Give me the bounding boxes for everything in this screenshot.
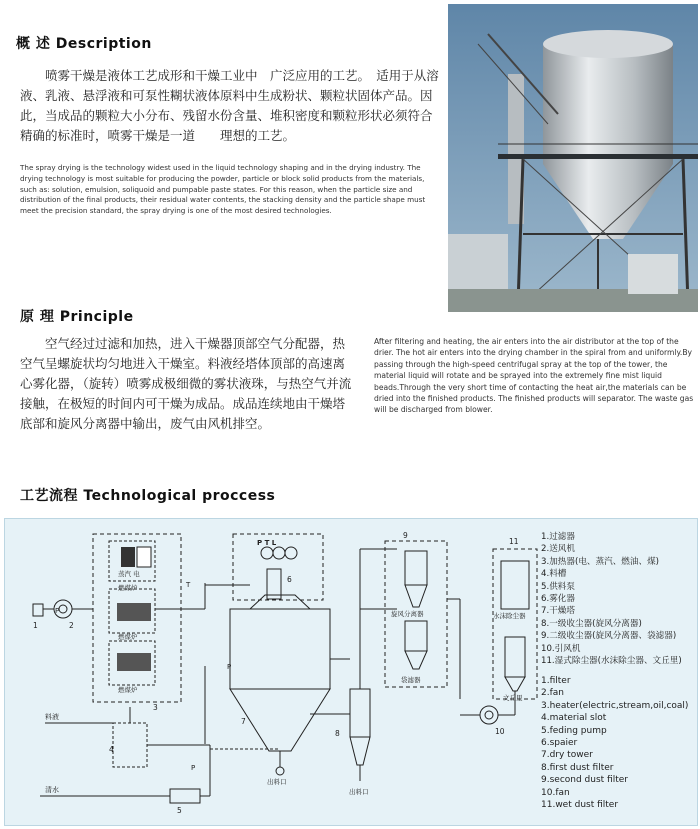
legend-en-item: 8.first dust filter <box>541 762 614 773</box>
legend-cn-item: 9.二级收尘器(旋风分离器、袋滤器) <box>541 631 677 642</box>
legend-cn-item: 6.雾化器 <box>541 594 575 605</box>
legend-cn-item: 10.引风机 <box>541 643 581 654</box>
label-wet-collector: 水沫除尘器 <box>493 612 526 620</box>
legend-en-item: 1.filter <box>541 676 571 686</box>
legend-cn-item: 5.供料泵 <box>541 581 575 592</box>
num-7: 7 <box>241 717 246 726</box>
description-title: 概 述 Description <box>16 36 152 52</box>
num-3: 3 <box>153 703 158 712</box>
label-p1: P <box>227 663 232 671</box>
label-fuel-stove: 燃煤炉 <box>118 584 138 592</box>
description-cn-text: 喷雾干燥是液体工艺成形和干燥工业中 广泛应用的工艺。 适用于从溶液、乳液、悬浮液和可泵性糊状液体原料中生成粉状、颗粒状固体产品。因此，当成品的颗粒大小分布、残留水份含量、堆积密度和颗粒形状必须符合精确的标准时，喷雾干燥是一道 理想的工艺。 <box>20 68 439 143</box>
description-en-text: The spray drying is the technology widest used in the liquid technology shaping and in the drying industry. The drying technology is most suitable for producing the powder, particle or block solid products from the materials, such as: solution, emulsion, soliquoid and pumpable paste states. For this reason, when the particle size and distribution of the final products, their residual water contents, the stacking density and the particle shape must meet the precision standard, the spray drying is one of the most desired technologies. <box>20 163 426 216</box>
legend-en-item: 4.material slot <box>541 713 607 724</box>
num-9: 9 <box>403 531 408 540</box>
legend-cn-item: 1.过滤器 <box>541 532 575 542</box>
label-liquid: 料液 <box>45 713 59 721</box>
legend-en-item: 9.second dust filter <box>541 775 628 786</box>
process-title: 工艺流程 Technological proccess <box>20 488 276 504</box>
label-steam: 蒸汽 电 <box>118 570 140 578</box>
principle-title: 原 理 Principle <box>20 309 134 325</box>
label-water: 清水 <box>45 786 59 794</box>
legend-en-item: 6.spaier <box>541 738 578 749</box>
label-outlet-2: 出料口 <box>349 788 369 796</box>
legend-en-item: 3.heater(electric,stream,oil,coal) <box>541 700 689 711</box>
label-oil-stove: 燃煤炉 <box>118 633 138 641</box>
label-bag-filter: 袋滤器 <box>401 676 421 684</box>
label-outlet-1: 出料口 <box>267 778 287 786</box>
legend-en-item: 2.fan <box>541 688 564 699</box>
num-8: 8 <box>335 729 340 738</box>
label-gas-stove: 燃煤炉 <box>118 686 138 694</box>
legend-en-item: 5.feding pump <box>541 725 607 736</box>
label-cyclone: 旋风分离器 <box>391 610 424 618</box>
num-5: 5 <box>177 806 182 815</box>
num-6: 6 <box>287 575 292 584</box>
label-p2: P <box>191 764 196 772</box>
label-p3: P <box>55 607 60 615</box>
num-2: 2 <box>69 621 74 630</box>
spray-dryer-photo <box>448 4 698 312</box>
label-t: T <box>186 581 191 589</box>
legend-cn-item: 11.湿式除尘器(水沫除尘器、文丘里) <box>541 656 682 667</box>
principle-cn-text: 空气经过过滤和加热，进入干燥器顶部空气分配器，热空气呈螺旋状均匀地进入干燥室。料液经塔体顶部的高速离心雾化器，（旋转）喷雾成极细微的雾状液珠，与热空气并流接触，在极短的时间内可干燥为成品。成品连续地由干燥塔底部和旋风分离器中输出，废气由风机排空。 <box>20 336 352 431</box>
legend-en-item: 7.dry tower <box>541 750 593 761</box>
legend-cn-item: 8.一级收尘器(旋风分离器) <box>541 618 642 629</box>
legend-en <box>541 675 688 811</box>
legend-cn-item: 2.送风机 <box>541 544 575 555</box>
legend-cn-item: 4.料槽 <box>541 569 567 580</box>
legend-en-item: 10.fan <box>541 787 570 798</box>
principle-en-text: After filtering and heating, the air enters into the air distributor at the top of the drier. The hot air enters into the drying chamber in the spiral from and uniformly.By passing through the high-speed centrifugal spray at the top of the tower, the material liquid will rotate and be sprayed into the extremely fine mist liquid beads.Through the very short time of contacting the heat air,the materials can be dried into the finished products. The finished products will separator. The waste gas will be discharged from blower. <box>374 337 694 415</box>
label-venturi: 文丘里 <box>503 694 523 702</box>
legend-cn <box>541 531 682 667</box>
num-11: 11 <box>509 537 519 546</box>
label-ptl: P T L <box>257 539 277 547</box>
num-4: 4 <box>109 745 114 754</box>
legend-cn-item: 7.干燥塔 <box>541 606 575 617</box>
legend-cn-item: 3.加热器(电、蒸汽、燃油、煤) <box>541 556 660 567</box>
legend-en-item: 11.wet dust filter <box>541 800 619 811</box>
process-diagram <box>4 518 698 826</box>
num-10: 10 <box>495 727 505 736</box>
num-1: 1 <box>33 621 38 630</box>
